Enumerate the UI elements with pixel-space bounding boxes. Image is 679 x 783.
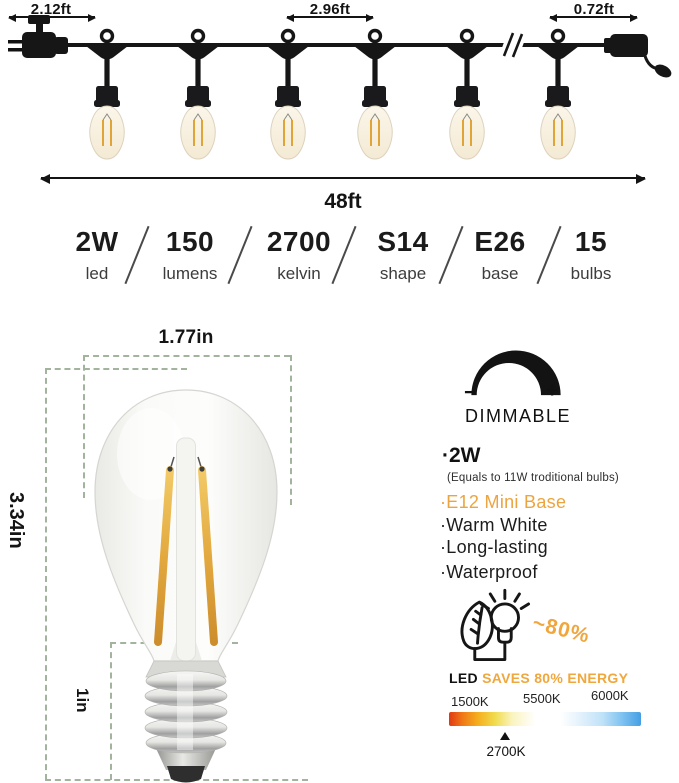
feature-base: ·E12 Mini Base (440, 492, 567, 512)
spec-value: 2W (75, 226, 119, 257)
width-dimension-label: 1.77in (158, 327, 214, 348)
dimmable-label: DIMMABLE (464, 406, 572, 426)
dashed-line (45, 368, 187, 370)
string-lights-diagram (0, 0, 679, 172)
kelvin-gradient-bar (449, 712, 641, 726)
spacing-label-3: 0.72ft (573, 1, 615, 18)
spec-label: lumens (162, 264, 218, 283)
spacing-arrow-3 (550, 16, 637, 18)
spec-value: 2700 (266, 226, 332, 257)
height-dimension-label: 3.34in (5, 492, 27, 549)
spec-label: bulbs (570, 264, 612, 283)
spec-lumens (140, 226, 240, 284)
feature-light-color: ·Warm White (440, 515, 548, 535)
feature-wattage: ·2W (442, 444, 481, 467)
hanging-bulb (177, 31, 219, 160)
spec-base (450, 226, 550, 284)
dashed-line (83, 355, 290, 357)
spec-wattage (47, 226, 147, 284)
marker-triangle-icon (500, 732, 510, 740)
s14-bulb-illustration (58, 384, 314, 783)
spec-value: S14 (377, 226, 429, 257)
spec-label: base (481, 264, 519, 283)
total-length-arrow (41, 177, 645, 179)
kelvin-tick-5500: 5500K (523, 691, 561, 706)
hanging-bulb (446, 31, 488, 160)
spacing-label-1: 2.12ft (30, 1, 72, 18)
energy-save-percent: ~80% (530, 611, 593, 648)
kelvin-marker-label: 2700K (486, 744, 526, 759)
energy-caption-led: LED (449, 670, 478, 686)
base-contact-tip (167, 766, 205, 783)
feature-waterproof: ·Waterproof (440, 562, 538, 582)
spec-shape (353, 226, 453, 284)
wire-break-icon (500, 33, 527, 57)
spec-label: led (85, 264, 109, 283)
hanging-bulb (267, 31, 309, 160)
dimmer-plus-sign: + (546, 379, 559, 402)
spec-value: 150 (165, 226, 215, 257)
kelvin-tick-1500: 1500K (451, 694, 489, 709)
spec-value: E26 (474, 226, 526, 257)
feature-lifespan: ·Long-lasting (440, 537, 548, 557)
spacing-arrow-2 (287, 16, 373, 18)
base-dimension-label: 1in (73, 688, 92, 713)
energy-caption-rest: SAVES 80% ENERGY (477, 670, 629, 686)
eco-leaf-bulb-icon (452, 583, 534, 665)
dimmer-minus-sign: − (464, 381, 477, 404)
total-length-label: 48ft (324, 190, 362, 213)
spec-label: shape (379, 264, 427, 283)
hanging-bulb (537, 31, 579, 160)
plug-male-icon (8, 15, 68, 58)
spacing-label-2: 2.96ft (309, 1, 351, 18)
connector-female-icon (604, 34, 674, 80)
hanging-bulb (86, 31, 128, 160)
dashed-line (45, 368, 47, 780)
spacing-arrow-1 (9, 16, 95, 18)
spec-bulb-count (541, 226, 641, 284)
kelvin-tick-6000: 6000K (591, 688, 629, 703)
energy-caption (449, 670, 628, 686)
spec-label: kelvin (277, 264, 321, 283)
feature-wattage-note: (Equals to 11W troditional bulbs) (447, 472, 619, 484)
spec-value: 15 (574, 226, 608, 257)
hanging-bulb (354, 31, 396, 160)
